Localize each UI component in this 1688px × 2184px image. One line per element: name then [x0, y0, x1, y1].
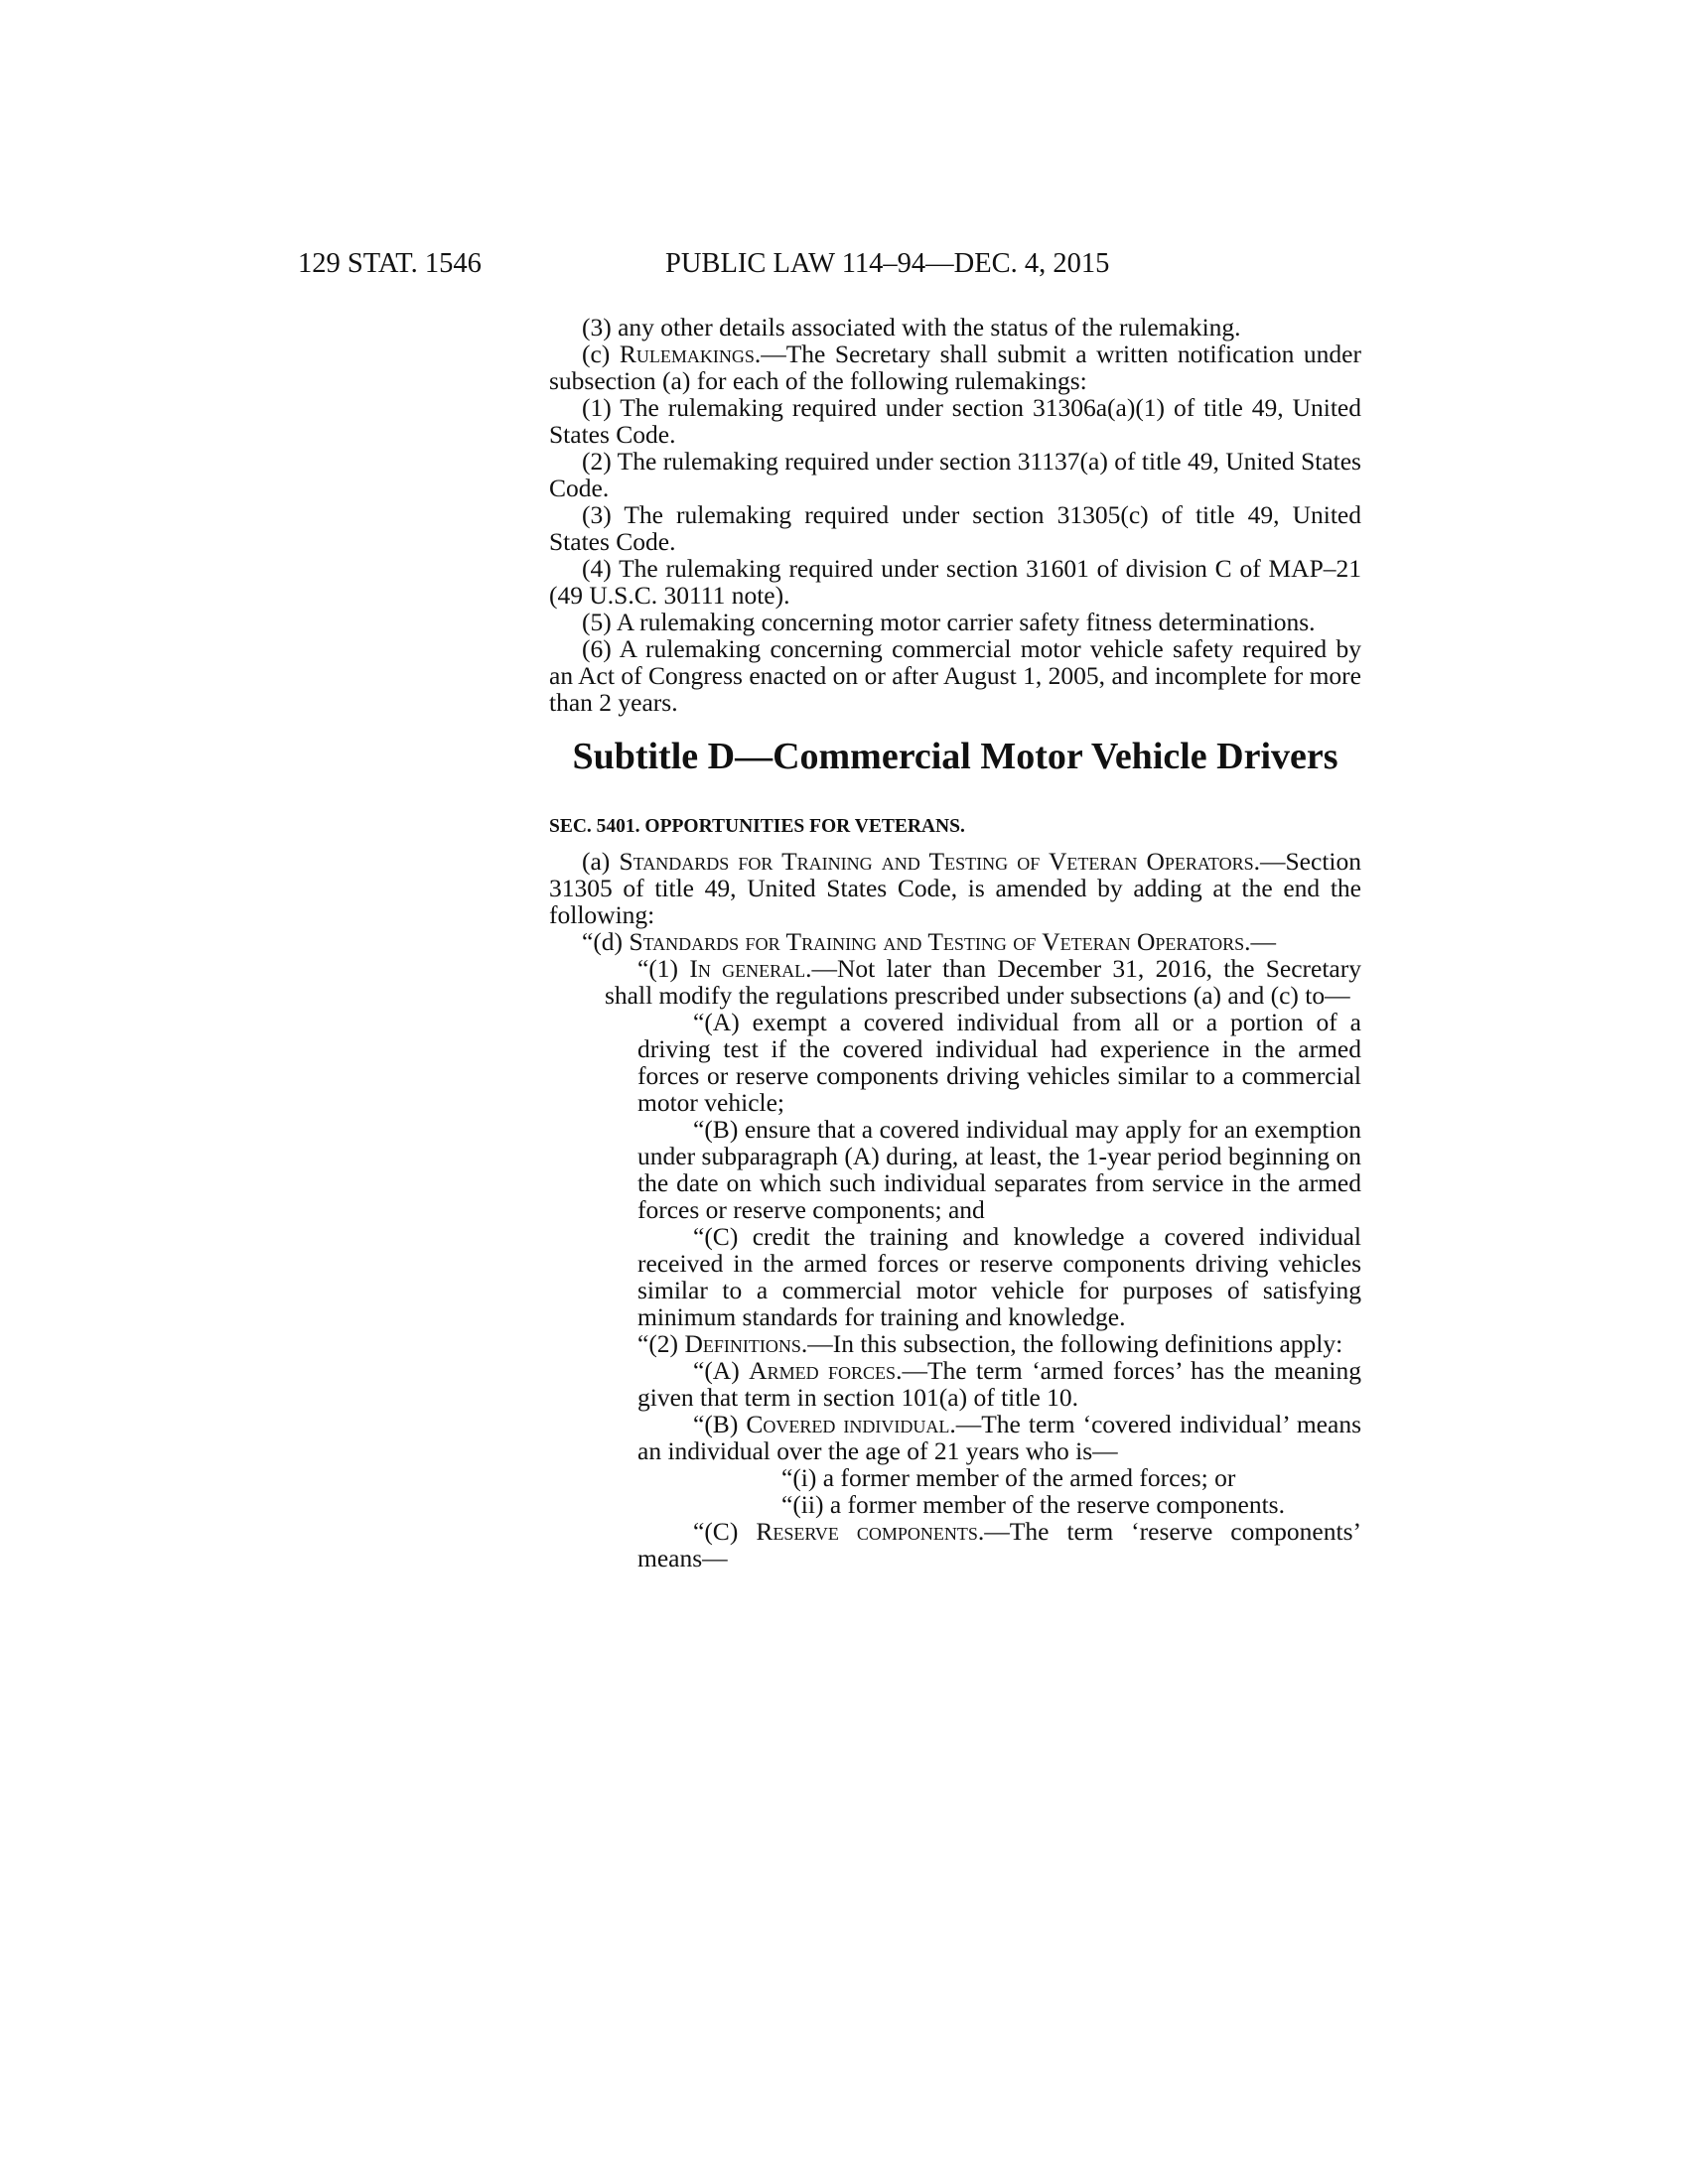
para-heading: Definitions	[684, 1329, 801, 1358]
subparagraph-a: “(A) exempt a covered individual from all or a portion of a driving test if the covered individual had experience in the armed forces or reserve components driving vehicles similar to a commercial motor vehicle;	[637, 1008, 1361, 1117]
paragraph: (3) any other details associated with the status of the rulemaking.	[582, 313, 1241, 341]
statute-page-number: 129 STAT. 1546	[298, 248, 482, 279]
para-text: .—The term ‘reserve components’ means—	[637, 1517, 1362, 1572]
paragraph: (4) The rulemaking required under section 31601 of division C of MAP–21 (49 U.S.C. 30111 note).	[549, 554, 1361, 610]
paragraph-general	[605, 955, 1361, 1009]
para-lead: “(d)	[582, 927, 630, 956]
subparagraph-c: “(C) credit the training and knowledge a covered individual received in the armed forces or reserve components driving vehicles similar to a commercial motor vehicle for purposes of satisfying minimum standards for training and knowledge.	[637, 1222, 1361, 1331]
paragraph: (1) The rulemaking required under section 31306a(a)(1) of title 49, United States Code.	[549, 393, 1361, 449]
para-text: .—The term ‘covered individual’ means an individual over the age of 21 years who is—	[637, 1410, 1361, 1465]
para-text: .—The Secretary shall submit a written notification under subsection (a) for each of the following rulemakings:	[549, 340, 1361, 395]
para-lead: (a)	[582, 847, 620, 876]
paragraph: (6) A rulemaking concerning commercial motor vehicle safety required by an Act of Congress enacted on or after August 1, 2005, and incomplete for more than 2 years.	[549, 634, 1361, 717]
paragraph-definitions	[605, 1330, 1361, 1357]
para-lead: “(C)	[693, 1517, 757, 1546]
subtitle-heading: Subtitle D—Commercial Motor Vehicle Drivers	[572, 736, 1338, 777]
paragraph: (3) The rulemaking required under section 31305(c) of title 49, United States Code.	[549, 500, 1361, 556]
para-lead: (c)	[582, 340, 620, 368]
definition-covered-individual	[637, 1411, 1361, 1464]
para-heading: Armed forces	[749, 1356, 897, 1385]
para-heading: In general	[689, 954, 806, 983]
clause-i: “(i) a former member of the armed forces; or	[781, 1463, 1236, 1492]
para-text: .—Not later than December 31, 2016, the Secretary shall modify the regulations prescribed under subsections (a) and (c) to—	[605, 954, 1361, 1010]
para-heading: Covered individual	[746, 1410, 950, 1438]
para-lead: “(B)	[693, 1410, 747, 1438]
public-law-heading: PUBLIC LAW 114–94—DEC. 4, 2015	[665, 248, 1110, 279]
para-heading: Rulemakings	[619, 340, 755, 368]
paragraph: (5) A rulemaking concerning motor carrier safety fitness determinations.	[582, 608, 1316, 636]
definition-reserve-components	[637, 1518, 1361, 1571]
para-lead: “(1)	[637, 954, 690, 983]
para-text: .—In this subsection, the following definitions apply:	[800, 1329, 1343, 1358]
section-heading: SEC. 5401. OPPORTUNITIES FOR VETERANS.	[549, 816, 965, 837]
para-heading: Standards for Training and Testing of Veteran Operators	[619, 847, 1254, 876]
para-heading: Reserve components	[756, 1517, 978, 1546]
para-heading: Standards for Training and Testing of Veteran Operators	[629, 927, 1245, 956]
para-lead: “(A)	[693, 1356, 750, 1385]
paragraph-rulemakings	[549, 341, 1361, 394]
para-text: .—The term ‘armed forces’ has the meaning given that term in section 101(a) of title 10.	[637, 1356, 1362, 1412]
subparagraph-b: “(B) ensure that a covered individual may apply for an exemption under subparagraph (A) during, at least, the 1-year period beginning on the date on which such individual separates from service in the armed forces or reserve components; and	[637, 1115, 1361, 1224]
paragraph-a	[549, 848, 1361, 928]
page-header	[0, 248, 1688, 288]
clause-ii: “(ii) a former member of the reserve components.	[781, 1490, 1285, 1519]
paragraph: (2) The rulemaking required under section 31137(a) of title 49, United States Code.	[549, 447, 1361, 502]
paragraph-d	[549, 928, 1361, 955]
para-text: .—	[1244, 927, 1276, 956]
definition-armed-forces	[637, 1357, 1361, 1411]
para-text: .—Section 31305 of title 49, United States Code, is amended by adding at the end the following:	[549, 847, 1361, 929]
page-body	[549, 314, 1361, 1571]
para-lead: “(2)	[637, 1329, 685, 1358]
